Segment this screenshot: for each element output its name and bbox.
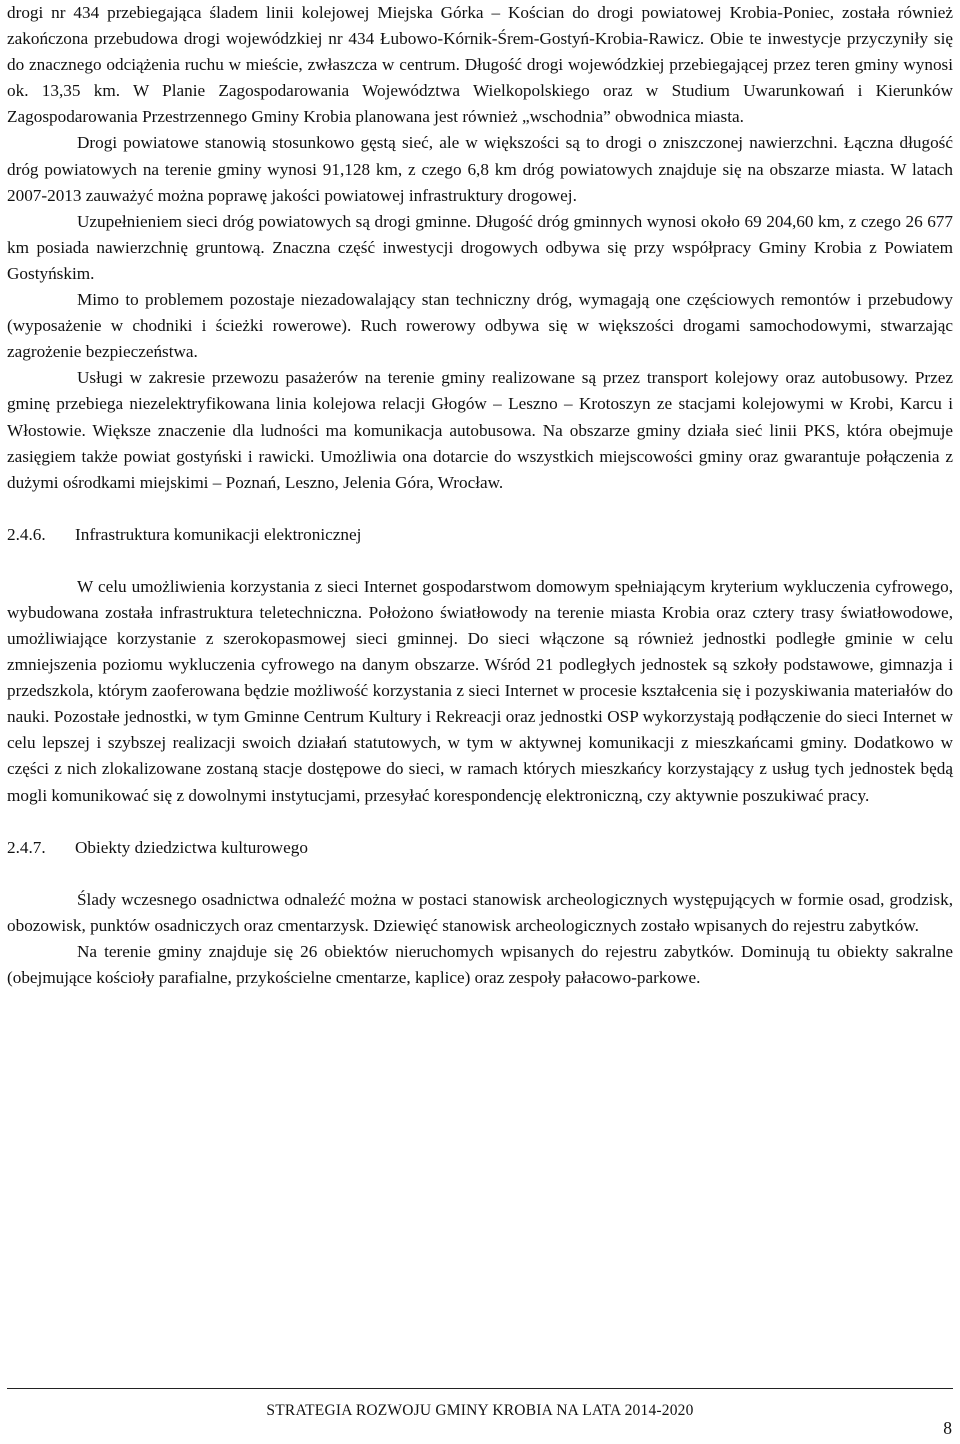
section-number: 2.4.7. [7, 837, 46, 857]
section-heading-247 [7, 835, 953, 861]
document-page [7, 0, 953, 991]
paragraph-roads-district: Drogi powiatowe stanowią stosunkowo gęstą sieć, ale w większości są to drogi o zniszczonej nawierzchni. Łączna długość dróg powiatowych na terenie gminy wynosi 91,128 km, z czego 6,8 km dróg powiatowych znajduje się na obszarze miasta. W latach 2007-2013 zauważyć można poprawę jakości powiatowej infrastruktury drogowej. [7, 133, 953, 205]
section-title: Infrastruktura komunikacji elektronicznej [75, 524, 362, 544]
paragraph-electronic-communication: W celu umożliwienia korzystania z sieci Internet gospodarstwom domowym spełniającym kryterium wykluczenia cyfrowego, wybudowana została infrastruktura teletechniczna. Położono światłowody na terenie miasta Krobia oraz cztery trasy światłowodowe, umożliwiające korzystanie z szerokopasmowej sieci gminnej. Do sieci włączone są również jednostki podległe gminie w celu zmniejszenia poziomu wykluczenia cyfrowego na danym obszarze. Wśród 21 podległych jednostek są szkoły podstawowe, gimnazja i przedszkola, którym zaoferowana będzie możliwość korzystania z sieci Internet w procesie kształcenia się i pozyskiwania materiałów do nauki. Pozostałe jednostki, w tym Gminne Centrum Kultury i Rekreacji oraz jednostki OSP wykorzystają podłączenie do sieci Internet w celu lepszej i szybszej realizacji swoich działań statutowych, w tym w aktywnej komunikacji z mieszkańcami gminy. Dodatkowo w części z nich zlokalizowane zostaną stacje dostępowe do sieci, w ramach których mieszkańcy korzystający z usług tych jednostek będą mogli komunikować się z dowolnymi instytucjami, przesyłać korespondencję elektroniczną, czy aktywnie poszukiwać pracy. [7, 576, 953, 805]
footer-divider [7, 1388, 953, 1389]
paragraph-archaeology: Ślady wczesnego osadnictwa odnaleźć można w postaci stanowisk archeologicznych występujących w formie osad, grodzisk, obozowisk, punktów osadniczych oraz cmentarzysk. Dziewięć stanowisk archeologicznych zostało wpisanych do rejestru zabytków. [7, 889, 953, 935]
paragraph-roads-condition: Mimo to problemem pozostaje niezadowalający stan techniczny dróg, wymagają one częściowych remontów i przebudowy (wyposażenie w chodniki i ścieżki rowerowe). Ruch rowerowy odbywa się w większości drogami samochodowymi, stwarzając zagrożenie bezpieczeństwa. [7, 290, 953, 362]
footer-title: STRATEGIA ROZWOJU GMINY KROBIA NA LATA 2014-2020 [266, 1402, 694, 1419]
paragraph-roads-municipal: Uzupełnieniem sieci dróg powiatowych są drogi gminne. Długość dróg gminnych wynosi około 69 204,60 km, z czego 26 677 km posiada nawierzchnię gruntową. Znaczna część inwestycji drogowych odbywa się przy współpracy Gminy Krobia z Powiatem Gostyńskim. [7, 211, 953, 283]
section-title: Obiekty dziedzictwa kulturowego [75, 837, 308, 857]
paragraph-roads-voivodeship: drogi nr 434 przebiegająca śladem linii kolejowej Miejska Górka – Kościan do drogi powiatowej Krobia-Poniec, została również zakończona przebudowa drogi wojewódzkiej nr 434 Łubowo-Kórnik-Śrem-Gostyń-Krobia-Rawicz. Obie te inwestycje przyczyniły się do znacznego odciążenia ruchu w mieście, zwłaszcza w centrum. Długość drogi wojewódzkiej przebiegającej przez teren gminy wynosi ok. 13,35 km. W Planie Zagospodarowania Województwa Wielkopolskiego oraz w Studium Uwarunkowań i Kierunków Zagospodarowania Przestrzennego Gminy Krobia planowana jest również „wschodnia” obwodnica miasta. [7, 3, 953, 127]
section-heading-246 [7, 522, 953, 548]
paragraph-public-transport: Usługi w zakresie przewozu pasażerów na terenie gminy realizowane są przez transport kolejowy oraz autobusowy. Przez gminę przebiega niezelektryfikowana linia kolejowa relacji Głogów – Leszno – Krotoszyn ze stacjami kolejowymi w Krobi, Karcu i Włostowie. Większe znaczenie dla ludności ma komunikacja autobusowa. Na obszarze gminy działa sieć linii PKS, która obejmuje zasięgiem także powiat gostyński i rawicki. Umożliwia ona dotarcie do wszystkich miejscowości gminy oraz gwarantuje połączenia z dużymi ośrodkami miejskimi – Poznań, Leszno, Jelenia Góra, Wrocław. [7, 368, 953, 492]
page-number: 8 [943, 1418, 952, 1438]
section-number: 2.4.6. [7, 524, 46, 544]
paragraph-monuments: Na terenie gminy znajduje się 26 obiektów nieruchomych wpisanych do rejestru zabytków. Dominują tu obiekty sakralne (obejmujące kościoły parafialne, przykościelne cmentarze, kaplice) oraz zespoły pałacowo-parkowe. [7, 941, 953, 987]
